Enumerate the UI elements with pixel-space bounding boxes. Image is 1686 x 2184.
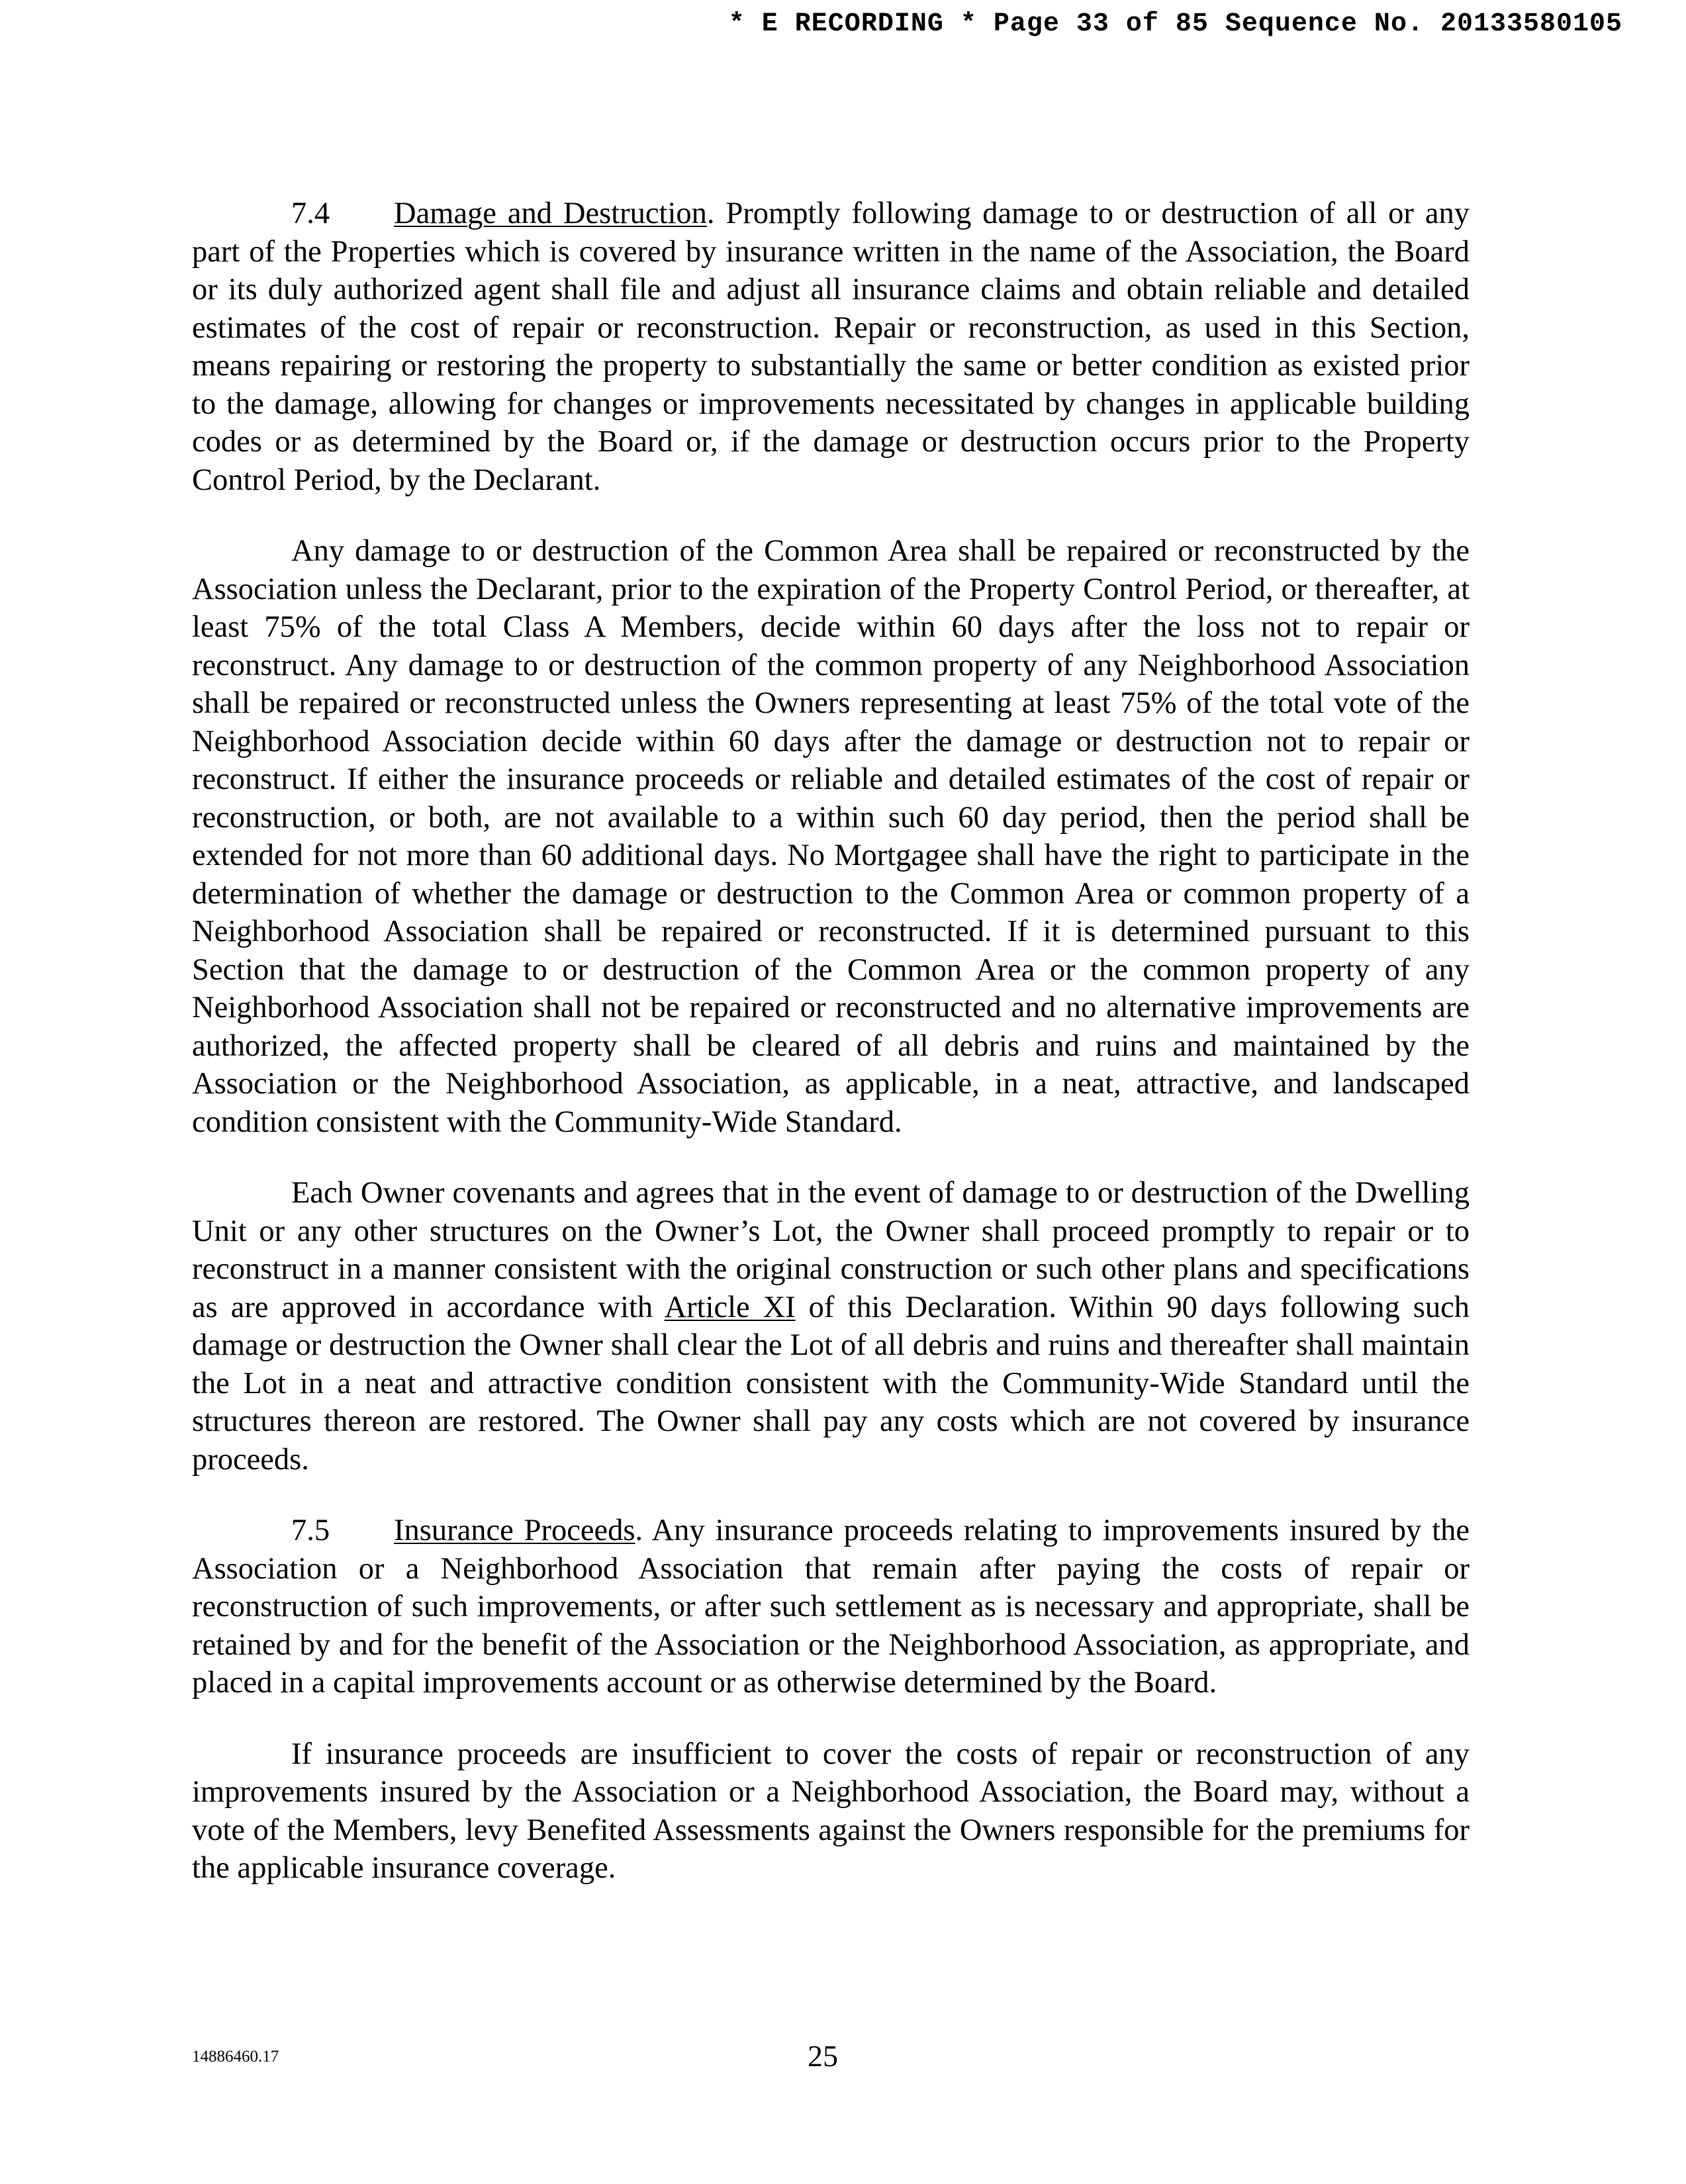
section-7-4-text-1: . Promptly following damage to or destruction of all or any part of the Properties which is covered by insurance written in the name of the Association, the Board or its duly authorized agent shall file and adjust all insurance claims and obtain reliable and detailed estimates of the cost of repair or reconstruction. Repair or reconstruction, as used in this Section, means repairing or restoring the property to substantially the same or better condition as existed prior to the damage, allowing for changes or improvements necessitated by changes in applicable building codes or as determined by the Board or, if the damage or destruction occurs prior to the Property Control Period, by the Declarant. <box>192 197 1470 497</box>
section-7-4-text-3b: of this Declaration. Within 90 days following such damage or destruction the Owner shall clear the Lot of all debris and ruins and thereafter shall maintain the Lot in a neat and attractive condition consistent with the Community-Wide Standard until the structures thereon are restored. The Owner shall pay any costs which are not covered by insurance proceeds. <box>192 1290 1470 1477</box>
section-7-4-paragraph-1 <box>192 195 1470 499</box>
section-7-4-number: 7.4 <box>291 197 330 230</box>
section-7-4-paragraph-3 <box>192 1174 1470 1479</box>
section-7-5-number: 7.5 <box>291 1514 330 1547</box>
section-7-4-text-3a: Each Owner covenants and agrees that in the event of damage to or destruction of the Dwelling Unit or any other structures on the Owner’s Lot, the Owner shall proceed promptly to repair or to reconstruct in a manner consistent with the original construction or such other plans and specifications as are approved in accordance with <box>192 1176 1470 1324</box>
section-7-5-title: Insurance Proceeds <box>394 1514 635 1547</box>
article-xi-reference: Article XI <box>664 1290 796 1324</box>
section-7-5-paragraph-2: If insurance proceeds are insufficient to cover the costs of repair or reconstruction of any improvements insured by the Association or a Neighborhood Association, the Board may, without a vote of the Members, levy Benefited Assessments against the Owners responsible for the premiums for the applicable insurance coverage. <box>192 1737 1470 1885</box>
section-7-4-paragraph-2: Any damage to or destruction of the Common Area shall be repaired or reconstructed by the Association unless the Declarant, prior to the expiration of the Property Control Period, or thereafter, at least 75% of the total Class A Members, decide within 60 days after the loss not to repair or reconstruct. Any damage to or destruction of the common property of any Neighborhood Association shall be repaired or reconstructed unless the Owners representing at least 75% of the total vote of the Neighborhood Association decide within 60 days after the damage or destruction not to repair or reconstruct. If either the insurance proceeds or reliable and detailed estimates of the cost of repair or reconstruction, or both, are not available to a within such 60 day period, then the period shall be extended for not more than 60 additional days. No Mortgagee shall have the right to participate in the determination of whether the damage or destruction to the Common Area or common property of a Neighborhood Association shall be repaired or reconstructed. If it is determined pursuant to this Section that the damage to or destruction of the Common Area or the common property of any Neighborhood Association shall not be repaired or reconstructed and no alternative improvements are authorized, the affected property shall be cleared of all debris and ruins and maintained by the Association or the Neighborhood Association, as applicable, in a neat, attractive, and landscaped condition consistent with the Community-Wide Standard. <box>192 534 1470 1139</box>
footer-doc-id: 14886460.17 <box>192 2048 279 2066</box>
section-7-5-text-1: . Any insurance proceeds relating to improvements insured by the Association or a Neighborhood Association that remain after paying the costs of repair or reconstruction of such improvements, or after such settlement as is necessary and appropriate, shall be retained by and for the benefit of the Association or the Neighborhood Association, as appropriate, and placed in a capital improvements account or as otherwise determined by the Board. <box>192 1514 1470 1700</box>
document-body <box>192 195 1470 1921</box>
recording-header: * E RECORDING * Page 33 of 85 Sequence No. 20133580105 <box>728 9 1622 39</box>
section-7-4-title: Damage and Destruction <box>394 197 707 230</box>
section-7-5-paragraph-1 <box>192 1512 1470 1702</box>
footer-page-number: 25 <box>808 2039 838 2073</box>
